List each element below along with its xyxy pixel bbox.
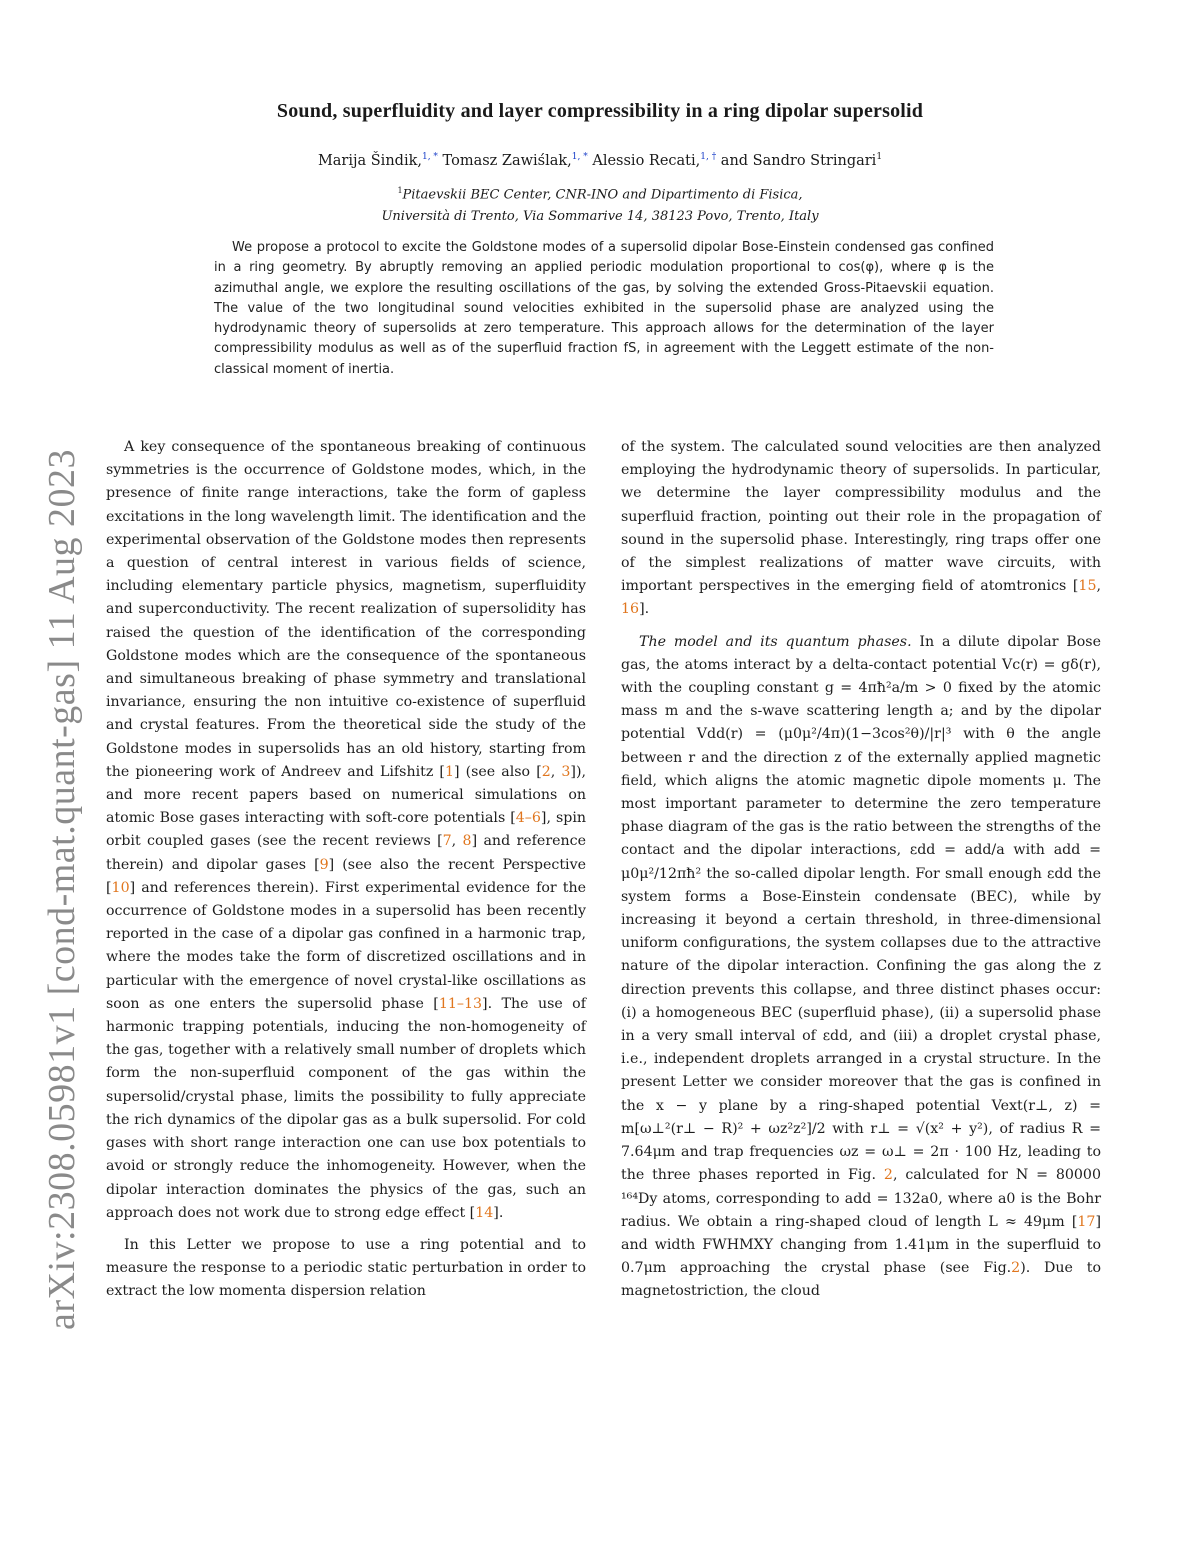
citation-link[interactable]: 8 — [462, 833, 472, 850]
right-column — [621, 436, 1101, 1313]
figure-link[interactable]: 2 — [883, 1167, 893, 1184]
author-affiliation-mark[interactable]: 1, † — [700, 152, 717, 162]
author-name: Alessio Recati, — [587, 152, 701, 169]
citation-link[interactable]: 17 — [1077, 1213, 1096, 1230]
affiliation-number: 1 — [397, 186, 403, 195]
arxiv-side-stamp — [41, 320, 83, 1330]
author-name: and Sandro Stringari — [716, 152, 877, 169]
author-affiliation-mark[interactable]: 1, * — [571, 152, 588, 162]
citation-link[interactable]: 15 — [1078, 578, 1097, 595]
author-name: Marija Šindik, — [317, 152, 422, 169]
citation-link[interactable]: 1 — [444, 763, 454, 780]
citation-link[interactable]: 9 — [319, 856, 329, 873]
arxiv-identifier[interactable]: arXiv:2308.05981v1 [cond-mat.quant-gas] 11 Aug 2023 — [41, 448, 83, 1330]
citation-link[interactable]: 3 — [561, 763, 571, 780]
affiliation — [100, 180, 1100, 228]
citation-link[interactable]: 4–6 — [515, 810, 541, 827]
citation-link[interactable]: 2 — [541, 763, 551, 780]
figure-link[interactable]: 2 — [1011, 1260, 1021, 1277]
author-list — [100, 152, 1100, 169]
citation-link[interactable]: 11–13 — [438, 995, 483, 1012]
citation-link[interactable]: 14 — [475, 1204, 494, 1221]
citation-link[interactable]: 10 — [111, 879, 130, 896]
model-paragraph: The model and its quantum phases. In a dilute dipolar Bose gas, the atoms interact by a delta-contact potential Vc(r) = gδ(r), with the coupling constant g = 4πħ²a/m > 0 fixed by the atomic mass m and the s-wave scattering length a; and by the dipolar potential Vdd(r) = (μ0μ²/4π)(1−3cos²θ)/|r|³ with θ the angle between r and the direction z of the externally applied magnetic field, which aligns the atomic magnetic dipole moments μ. The most important parameter to determine the zero temperature phase diagram of the gas is the ratio between the strengths of the contact and the dipolar interactions, εdd = add/a with add = μ0μ²/12πħ² the so-called dipolar length. For small enough εdd the system forms a Bose-Einstein condensate (BEC), while by increasing it beyond a certain threshold, in three-dimensional uniform configurations, the system collapses due to the attractive nature of the dipolar interaction. Confining the gas along the z direction prevents this collapse, and three distinct phases occur: (i) a homogeneous BEC (superfluid phase), (ii) a supersolid phase in a very small interval of εdd, and (iii) a droplet crystal phase, i.e., independent droplets arranged in a crystal structure. In the present Letter we consider moreover that the gas is confined in the x − y plane by a ring-shaped potential Vext(r⊥, z) = m[ω⊥²(r⊥ − R)² + ωz²z²]/2 with r⊥ = √(x² + y²), of radius R = 7.64μm and trap frequencies ωz = ω⊥ = 2π · 100 Hz, leading to the three phases reported in Fig. 2, calculated for N = 80000 ¹⁶⁴Dy atoms, corresponding to add = 132a0, where a0 is the Bohr radius. We obtain a ring-shaped cloud of length L ≈ 49μm [17] and width FWHMXY changing from 1.41μm in the superfluid to 0.7μm approaching the crystal phase (see Fig.2). Due to magnetostriction, the cloud — [621, 633, 1101, 1300]
intro-paragraph: A key consequence of the spontaneous breaking of continuous symmetries is the occurrence of Goldstone modes, which, in the presence of finite range interactions, take the form of gapless excitations in the long wavelength limit. The identification and the experimental observation of the Goldstone modes then represents a question of central interest in various fields of science, including elementary particle physics, magnetism, superfluidity and superconductivity. The recent realization of supersolidity has raised the question of the identification of the corresponding Goldstone modes which are the consequence of the spontaneous and simultaneous breaking of phase symmetry and translational invariance, ensuring the non intuitive co-existence of superfluid and crystal features. From the theoretical side the study of the Goldstone modes in supersolids has an old history, starting from the pioneering work of Andreev and Lifshitz [1] (see also [2, 3]), and more recent papers based on numerical simulations on atomic Bose gases interacting with soft-core potentials [4–6], spin orbit coupled gases (see the recent reviews [7, 8] and reference therein) and dipolar gases [9] (see also the recent Perspective [10] and references therein). First experimental evidence for the occurrence of Goldstone modes in a supersolid has been recently reported in the case of a dipolar gas confined in a harmonic trap, where the modes take the form of discretized oscillations and in particular with the emergence of novel crystal-like oscillations as soon as one enters the supersolid phase [11–13]. The use of harmonic trapping potentials, inducing the non-homogeneity of the gas, together with a relatively small number of droplets which form the non-superfluid component of the gas within the supersolid/crystal phase, limits the possibility to fully appreciate the rich dynamics of the dipolar gas as a bulk supersolid. For cold gases with short range interaction one can use box potentials to avoid or strongly reduce the inhomogeneity. However, when the dipolar interaction dominates the physics of the gas, such an approach does not work due to strong edge effect [14]. — [106, 439, 586, 1221]
affiliation-line-2: Università di Trento, Via Sommarive 14, 38123 Povo, Trento, Italy — [381, 209, 819, 225]
proposal-paragraph: In this Letter we propose to use a ring potential and to measure the response to a periodic static perturbation in order to extract the low momenta dispersion relation — [106, 1236, 586, 1300]
author-affiliation-mark: 1 — [876, 152, 883, 162]
left-column — [106, 436, 586, 1313]
abstract: We propose a protocol to excite the Goldstone modes of a supersolid dipolar Bose-Einstein condensed gas confined in a ring geometry. By abruptly removing an applied periodic modulation proportional to cos(φ), where φ is the azimuthal angle, we explore the resulting oscillations of the gas, by solving the extended Gross-Pitaevskii equation. The value of the two longitudinal sound velocities exhibited in the supersolid phase are analyzed using the hydrodynamic theory of supersolids at zero temperature. This approach allows for the determination of the layer compressibility modulus as well as of the superfluid fraction fS, in agreement with the Leggett estimate of the non-classical moment of inertia. — [214, 240, 994, 377]
affiliation-line-1: Pitaevskii BEC Center, CNR-INO and Dipartimento di Fisica, — [402, 187, 803, 203]
citation-link[interactable]: 16 — [621, 601, 640, 618]
author-affiliation-mark[interactable]: 1, * — [421, 152, 438, 162]
citation-link[interactable]: 7 — [442, 833, 452, 850]
paper-title: Sound, superfluidity and layer compressibility in a ring dipolar supersolid — [276, 100, 924, 122]
continuation-paragraph: of the system. The calculated sound velocities are then analyzed employing the hydrodynamic theory of supersolids. In particular, we determine the layer compressibility modulus and the superfluid fraction, pointing out their role in the propagation of sound in the supersolid phase. Interestingly, ring traps offer one of the simplest realizations of matter wave circuits, with important perspectives in the emerging field of atomtronics [15, 16]. — [621, 439, 1101, 618]
section-heading: The model and its quantum phases. — [639, 633, 912, 650]
author-name: Tomasz Zawiślak, — [437, 152, 572, 169]
